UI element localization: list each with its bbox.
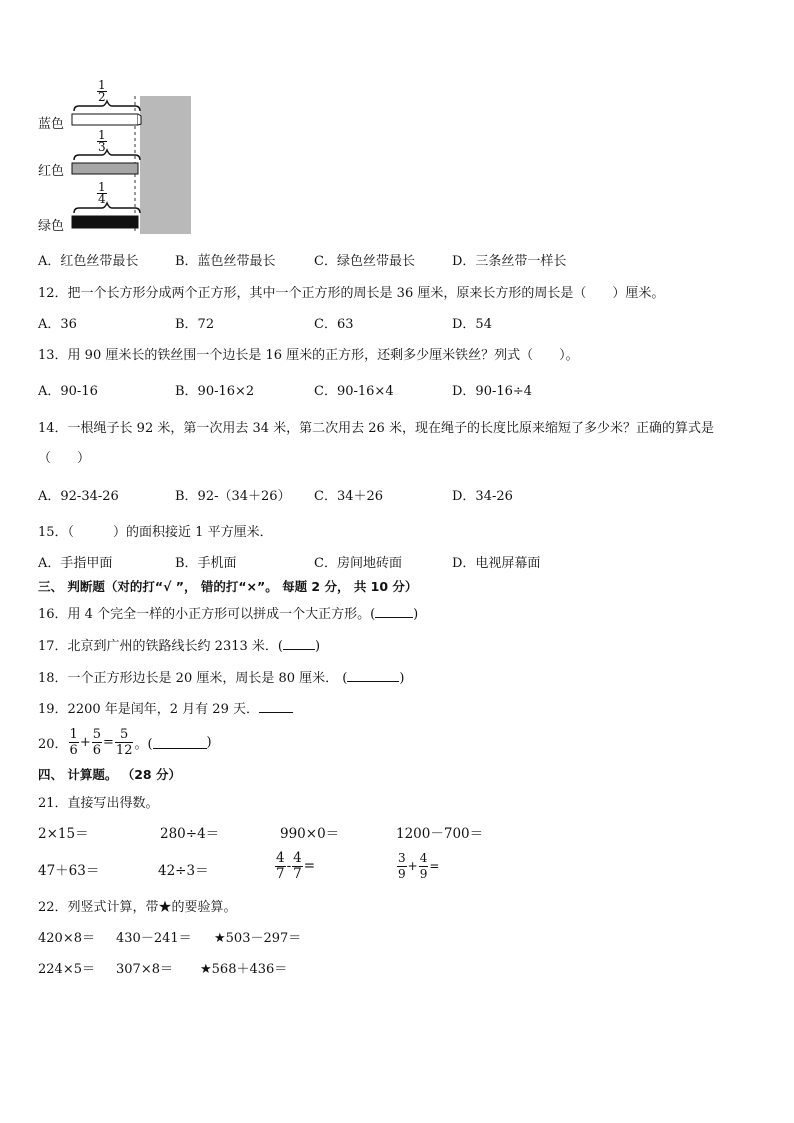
q13-option-c[interactable]: C．90-16×4 [314,384,394,399]
q18-close: ) [399,671,405,686]
q19-answer-blank[interactable] [259,699,293,713]
red-ribbon [72,163,138,174]
blue-ribbon [72,114,138,125]
q14-option-d[interactable]: D．34-26 [452,489,513,504]
q20 [38,722,212,762]
q21-fraction-4-7-a: $\frac{4}{7}$ [276,849,285,882]
q22-item-3: ★503－297＝ [214,931,302,946]
q16-answer-blank[interactable] [375,604,413,618]
q20-answer-blank[interactable] [153,735,207,749]
section-4-title: 四、 计算题。 （28 分） [38,767,181,782]
q11-option-b[interactable]: B．蓝色丝带最长 [175,254,276,269]
q22-item-2: 430－241＝ [116,931,192,946]
equals-sign: = [429,859,440,873]
label-green: 绿色 [38,219,65,234]
q11-option-d[interactable]: D．三条丝带一样长 [452,254,567,269]
q20-fraction-1: $\frac{1}{6}$ [69,726,78,758]
q17 [38,635,320,654]
q21-item-2: 280÷4＝ [160,826,220,842]
q20-tail: 。( [134,736,153,752]
q22-item-4: 224×5＝ [38,962,95,977]
q15-option-a[interactable]: A．手指甲面 [38,556,113,571]
q12-option-d[interactable]: D．54 [452,317,492,332]
q18-answer-blank[interactable] [347,668,399,682]
q20-prefix: 20． [38,736,68,752]
equals-sign: = [303,858,316,874]
fraction-third: $\frac{1}{3}$ [98,128,106,154]
q19-text: 19．2200 年是闰年，2 月有 29 天． [38,702,259,717]
ribbon-figure [30,80,200,240]
q13-option-a[interactable]: A．90-16 [38,384,98,399]
green-brace [74,203,140,213]
q13-text: 13．用 90 厘米长的铁丝围一个边长是 16 厘米的正方形，还剩多少厘米铁丝？列式（ ）。 [38,348,579,363]
q16-close: ) [413,607,419,622]
label-blue: 蓝色 [38,117,65,132]
q12-option-c[interactable]: C．63 [314,317,354,332]
q15-option-b[interactable]: B．手机面 [175,556,237,571]
q20-fraction-3: $\frac{5}{12}$ [115,726,133,758]
q15-option-c[interactable]: C．房间地砖面 [314,556,402,571]
q17-answer-blank[interactable] [283,636,315,650]
plus-sign: + [79,734,91,750]
q15-option-d[interactable]: D．电视屏幕面 [452,556,541,571]
q21-fraction-4-9: $\frac{4}{9}$ [419,850,428,881]
q22-item-1: 420×8＝ [38,931,95,946]
q21-item-5: 47＋63＝ [38,863,100,879]
q14-answer-bracket[interactable]: （ ） [38,451,91,466]
q14-option-c[interactable]: C．34＋26 [314,489,384,504]
q17-text: 17．北京到广州的铁路线长约 2313 米．( [38,639,283,654]
q16-text: 16．用 4 个完全一样的小正方形可以拼成一个大正方形。( [38,607,376,622]
q22-item-6: ★568＋436＝ [200,962,288,977]
fraction-quarter: $\frac{1}{4}$ [98,180,106,206]
q21-item-1: 2×15＝ [38,826,89,842]
minus-sign: - [286,858,292,874]
q21-item-4: 1200－700＝ [396,826,484,842]
q18-text: 18．一个正方形边长是 20 厘米，周长是 80 厘米． ( [38,671,348,686]
plus-sign: + [407,859,418,873]
red-brace [74,150,140,160]
q13-option-b[interactable]: B．90-16×2 [175,384,255,399]
q11-option-c[interactable]: C．绿色丝带最长 [314,254,415,269]
fraction-half: $\frac{1}{2}$ [98,78,106,104]
q11-option-a[interactable]: A．红色丝带最长 [38,254,139,269]
q16 [38,603,418,622]
q22-item-5: 307×8＝ [116,962,173,977]
label-red: 红色 [38,164,65,179]
q21-item-8 [396,846,439,886]
q20-close: ) [206,734,212,750]
q15-text: 15．（ ）的面积接近 1 平方厘米． [38,525,273,540]
q21-fraction-3-9: $\frac{3}{9}$ [398,850,406,881]
q14-text: 14．一根绳子长 92 米，第一次用去 34 米，第二次用去 26 米，现在绳子的长度比原来缩短了多少米？正确的算式是 [38,421,714,436]
q14-option-b[interactable]: B．92-（34＋26） [175,489,291,504]
q19 [38,698,293,717]
q12-option-b[interactable]: B．72 [175,317,215,332]
green-ribbon [72,216,138,228]
q21-item-6: 42÷3＝ [158,863,209,879]
wall [140,96,191,234]
q22-text: 22．列竖式计算，带★的要验算。 [38,900,237,915]
q12-option-a[interactable]: A．36 [38,317,77,332]
section-3-title: 三、 判断题（对的打“√ ”， 错的打“×”。 每题 2 分， 共 10 分） [38,579,418,594]
q14-option-a[interactable]: A．92-34-26 [38,489,119,504]
q13-option-d[interactable]: D．90-16÷4 [452,384,533,399]
q18 [38,667,404,686]
q21-item-7 [274,846,315,886]
blue-brace [74,101,140,111]
q21-fraction-4-7-b: $\frac{4}{7}$ [293,849,302,882]
q12-text: 12．把一个长方形分成两个正方形，其中一个正方形的周长是 36 厘米，原来长方形的周长是（ ）厘米。 [38,286,665,301]
q20-fraction-2: $\frac{5}{6}$ [92,726,102,758]
q21-text: 21．直接写出得数。 [38,796,159,811]
q21-item-3: 990×0＝ [280,826,340,842]
equals-sign: = [103,734,114,750]
q17-close: ) [314,639,321,654]
